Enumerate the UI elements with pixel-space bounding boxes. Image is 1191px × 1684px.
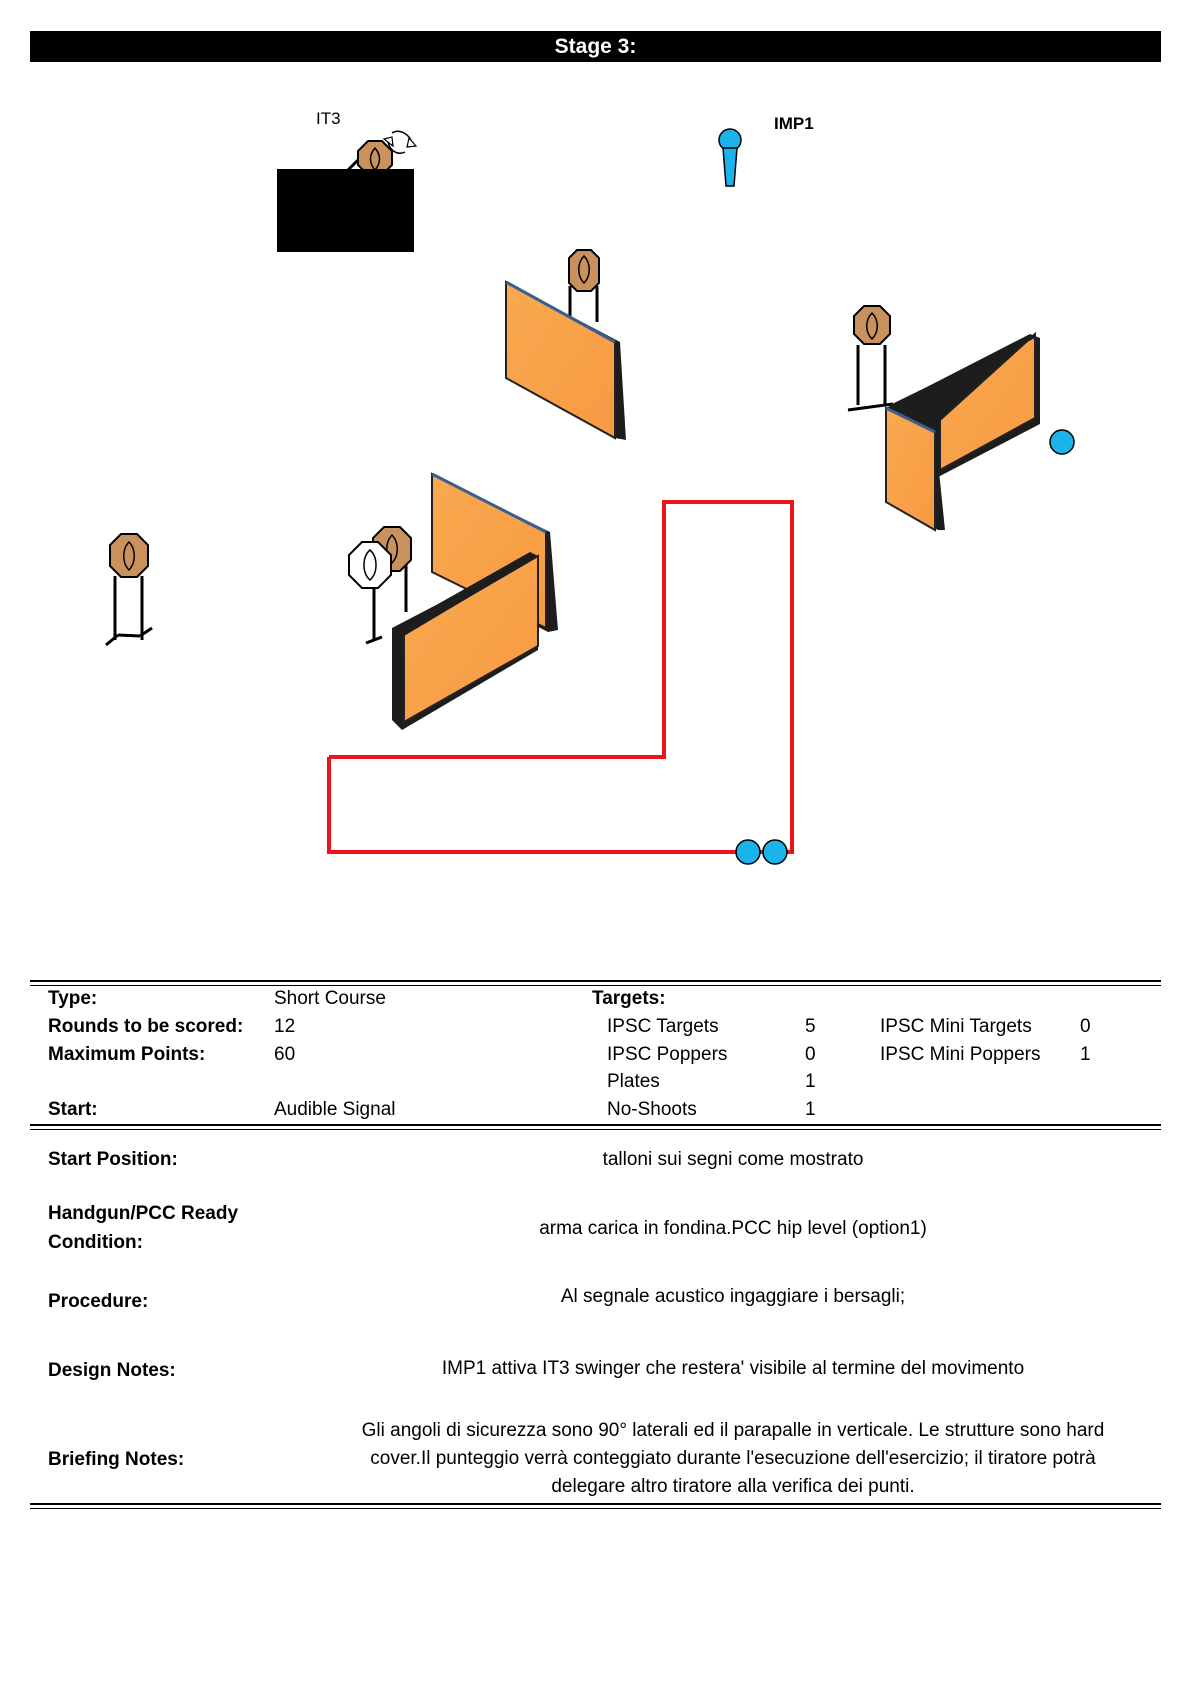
briefing-notes-label: Briefing Notes:: [48, 1449, 185, 1470]
procedure-value: Al segnale acustico ingaggiare i bersagli;: [560, 1286, 906, 1307]
start-position-value: talloni sui segni come mostrato: [602, 1149, 864, 1170]
mini-target-type-name: IPSC Mini Poppers: [880, 1044, 1041, 1065]
start-label: Start:: [48, 1099, 98, 1120]
ipsc-target-left: [106, 534, 152, 645]
steel-plate: [1050, 430, 1074, 454]
target-type-count: 0: [805, 1044, 816, 1065]
start-value: Audible Signal: [274, 1099, 396, 1120]
target-type-name: No-Shoots: [607, 1099, 697, 1120]
it3-label: IT3: [316, 109, 341, 128]
ready-condition-value: arma carica in fondina.PCC hip level (option1): [539, 1218, 927, 1239]
type-value: Short Course: [274, 988, 386, 1009]
briefing-notes-line: cover.Il punteggio verrà conteggiato durante l'esecuzione dell'esercizio; il tiratore potrà: [370, 1448, 1096, 1469]
design-notes-value: IMP1 attiva IT3 swinger che restera' visibile al termine del movimento: [441, 1358, 1025, 1379]
target-type-name: IPSC Targets: [607, 1016, 719, 1037]
wall-center: [506, 282, 626, 440]
ipsc-target-right: [848, 306, 893, 410]
target-type-count: 5: [805, 1016, 816, 1037]
no-shoot-target: [349, 542, 391, 643]
wall-right-l: [886, 334, 1040, 530]
mini-target-type-count: 1: [1080, 1044, 1091, 1065]
mini-target-type-name: IPSC Mini Targets: [880, 1016, 1032, 1037]
points-label: Maximum Points:: [48, 1044, 206, 1065]
ready-condition-label-line2: Condition:: [48, 1232, 143, 1253]
mini-target-type-count: 0: [1080, 1016, 1091, 1037]
start-heel-marker-right: [763, 840, 787, 864]
target-type-count: 1: [805, 1099, 816, 1120]
stage-diagram: [0, 62, 1191, 962]
briefing-notes-line: delegare altro tiratore alla verifica dei punti.: [551, 1476, 915, 1497]
start-position-label: Start Position:: [48, 1149, 178, 1170]
rounds-label: Rounds to be scored:: [48, 1016, 244, 1037]
targets-label: Targets:: [592, 988, 666, 1009]
points-value: 60: [274, 1044, 296, 1065]
type-label: Type:: [48, 988, 98, 1009]
target-type-name: IPSC Poppers: [607, 1044, 728, 1065]
stage-title: Stage 3:: [30, 31, 1161, 62]
ipsc-target-center: [569, 250, 599, 322]
ready-condition-label-line1: Handgun/PCC Ready: [48, 1203, 239, 1224]
procedure-label: Procedure:: [48, 1291, 149, 1312]
imp1-label: IMP1: [774, 114, 814, 133]
target-type-name: Plates: [607, 1071, 660, 1092]
start-heel-marker-left: [736, 840, 760, 864]
imp1-mini-popper: [719, 129, 741, 186]
vision-barrier: [277, 169, 414, 252]
design-notes-label: Design Notes:: [48, 1360, 176, 1381]
rounds-value: 12: [274, 1016, 296, 1037]
briefing-notes-line: Gli angoli di sicurezza sono 90° laterali ed il parapalle in verticale. Le strutture sono hard: [361, 1420, 1105, 1441]
target-type-count: 1: [805, 1071, 816, 1092]
stage-info: [30, 984, 1161, 1122]
